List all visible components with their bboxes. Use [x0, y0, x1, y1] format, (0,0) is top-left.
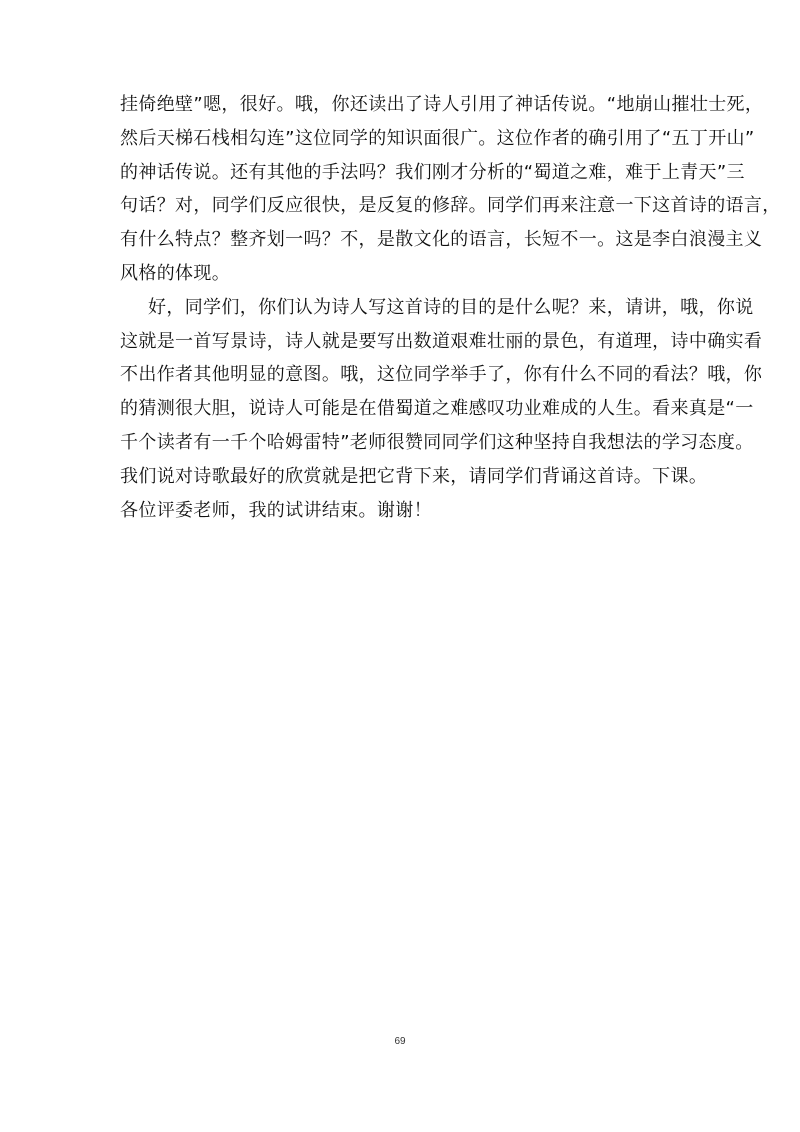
text-line: 千个读者有一千个哈姆雷特”老师很赞同同学们这种坚持自我想法的学习态度。	[120, 431, 754, 453]
body-text	[120, 88, 781, 527]
text-line: 不出作者其他明显的意图。哦，这位同学举手了，你有什么不同的看法？哦，你	[120, 364, 763, 386]
page-number: 69	[394, 1036, 406, 1047]
paragraph-first-line: 好，同学们，你们认为诗人写这首诗的目的是什么呢？来，请讲，哦，你说	[148, 296, 754, 318]
text-line: 挂倚绝壁”嗯，很好。哦，你还读出了诗人引用了神话传说。“地崩山摧壮士死，	[120, 94, 764, 115]
text-line: 风格的体现。	[120, 262, 231, 284]
text-line: 的神话传说。还有其他的手法吗？我们刚才分析的“蜀道之难，难于上青天”三	[120, 161, 745, 183]
text-line: 然后天梯石栈相勾连”这位同学的知识面很广。这位作者的确引用了“五丁开山”	[120, 127, 755, 149]
text-line: 句话？对，同学们反应很快，是反复的修辞。同学们再来注意一下这首诗的语言，	[120, 195, 781, 217]
closing-line: 各位评委老师，我的试讲结束。谢谢！	[120, 499, 432, 521]
text-line: 的猜测很大胆，说诗人可能是在借蜀道之难感叹功业难成的人生。看来真是“一	[120, 398, 754, 420]
text-line: 我们说对诗歌最好的欣赏就是把它背下来，请同学们背诵这首诗。下课。	[120, 465, 708, 487]
text-line: 有什么特点？整齐划一吗？不，是散文化的语言，长短不一。这是李白浪漫主义	[120, 229, 763, 251]
text-line: 这就是一首写景诗，诗人就是要写出数道艰难壮丽的景色，有道理，诗中确实看	[120, 330, 763, 352]
